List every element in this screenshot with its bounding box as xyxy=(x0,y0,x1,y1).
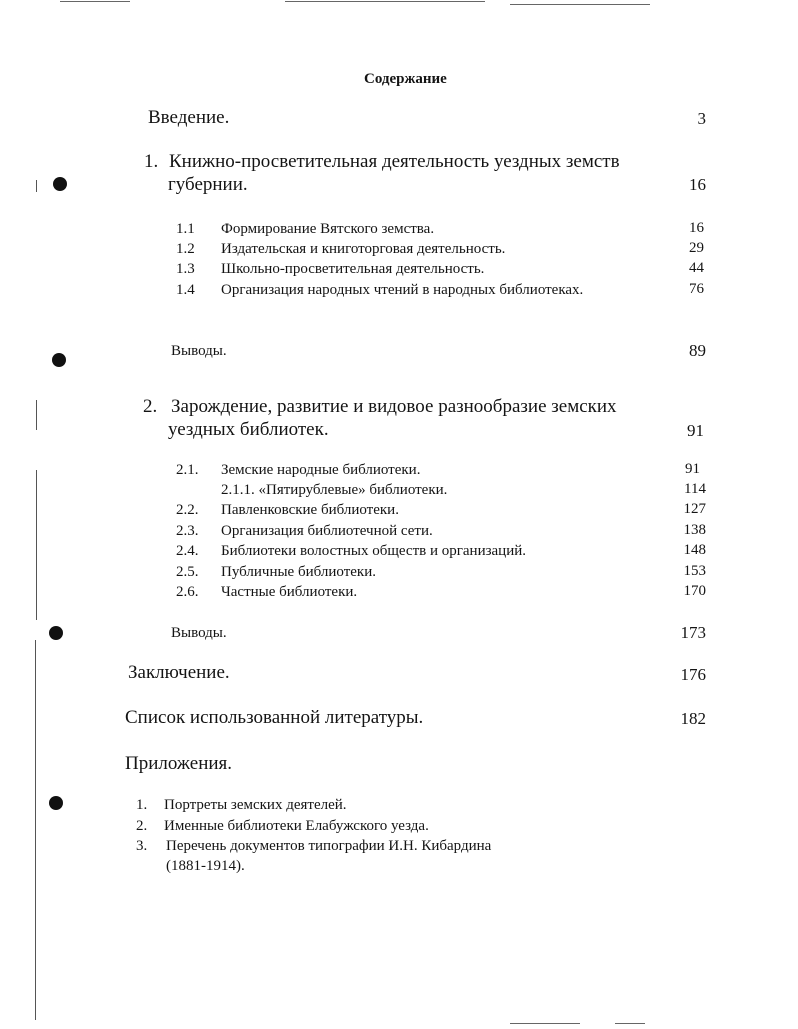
toc-chapter1-num: 1. xyxy=(144,151,159,172)
toc-chapter1-title-line1: Книжно-просветительная деятельность уездных земств xyxy=(169,151,620,172)
toc-chapter2-conclusion: Выводы. xyxy=(171,625,227,641)
toc-chapter2-title-line2: уездных библиотек. xyxy=(168,419,329,440)
toc-chapter2-title-line1: Зарождение, развитие и видовое разнообразие земских xyxy=(171,396,617,417)
scan-edge-top xyxy=(285,1,485,2)
toc-item-label: Издательская и книготорговая деятельность. xyxy=(221,241,506,257)
binder-hole xyxy=(49,796,63,810)
toc-appendix-label: Портреты земских деятелей. xyxy=(164,797,347,813)
toc-item-label: Организация библиотечной сети. xyxy=(221,523,433,539)
toc-appendices: Приложения. xyxy=(125,753,233,774)
toc-chapter1-conclusion-page: 89 xyxy=(689,341,706,360)
toc-item-page: 153 xyxy=(683,563,706,579)
toc-item-label: Публичные библиотеки. xyxy=(221,564,376,580)
toc-appendix-num: 3. xyxy=(136,838,148,854)
toc-item-label: Формирование Вятского земства. xyxy=(221,221,435,237)
toc-appendix-label: Именные библиотеки Елабужского уезда. xyxy=(164,818,429,834)
toc-item-num: 1.3 xyxy=(176,261,195,277)
toc-conclusion: Заключение. xyxy=(128,662,230,683)
toc-conclusion-page: 176 xyxy=(680,665,706,684)
toc-chapter2-num: 2. xyxy=(143,396,158,417)
toc-item-page: 16 xyxy=(689,220,704,236)
toc-item-label: Организация народных чтений в народных библиотеках. xyxy=(221,282,584,298)
toc-item-num: 2.6. xyxy=(176,584,199,600)
toc-chapter1-conclusion: Выводы. xyxy=(171,343,227,359)
toc-appendix-label-cont: (1881-1914). xyxy=(166,858,245,874)
toc-item-num: 1.4 xyxy=(176,282,195,298)
toc-item-label: Земские народные библиотеки. xyxy=(221,462,421,478)
toc-item-page: 148 xyxy=(683,542,706,558)
toc-item-num: 1.1 xyxy=(176,221,195,237)
margin-line xyxy=(36,470,37,620)
toc-item-label: 2.1.1. «Пятирублевые» библиотеки. xyxy=(221,482,448,498)
toc-item-page: 91 xyxy=(685,461,700,477)
toc-item-page: 170 xyxy=(683,583,706,599)
toc-intro-page: 3 xyxy=(697,109,706,128)
page-title: Содержание xyxy=(364,71,447,87)
toc-intro: Введение. xyxy=(148,107,230,128)
margin-line xyxy=(36,180,37,192)
scan-edge-bottom xyxy=(510,1023,580,1024)
toc-appendix-num: 1. xyxy=(136,797,148,813)
toc-item-label: Школьно-просветительная деятельность. xyxy=(221,261,485,277)
toc-item-label: Частные библиотеки. xyxy=(221,584,358,600)
toc-chapter2-conclusion-page: 173 xyxy=(680,623,706,642)
toc-item-num: 2.3. xyxy=(176,523,199,539)
toc-item-page: 76 xyxy=(689,281,704,297)
toc-appendix-label: Перечень документов типографии И.Н. Кибардина xyxy=(166,838,492,854)
toc-literature: Список использованной литературы. xyxy=(125,707,424,728)
margin-line xyxy=(36,400,37,430)
toc-item-page: 127 xyxy=(683,501,706,517)
binder-hole xyxy=(53,177,67,191)
toc-item-num: 2.1. xyxy=(176,462,199,478)
toc-item-label: Павленковские библиотеки. xyxy=(221,502,399,518)
toc-chapter2-page: 91 xyxy=(687,421,704,440)
toc-item-num: 2.2. xyxy=(176,502,199,518)
toc-appendix-num: 2. xyxy=(136,818,148,834)
toc-literature-page: 182 xyxy=(680,709,706,728)
toc-item-page: 29 xyxy=(689,240,704,256)
toc-item-num: 2.5. xyxy=(176,564,199,580)
scan-edge-top xyxy=(510,4,650,5)
toc-item-page: 44 xyxy=(689,260,704,276)
binder-hole xyxy=(52,353,66,367)
toc-chapter1-title-line2: губернии. xyxy=(168,174,248,195)
binder-hole xyxy=(49,626,63,640)
margin-line xyxy=(35,640,36,1020)
toc-item-num: 1.2 xyxy=(176,241,195,257)
scan-edge-top xyxy=(60,1,130,2)
toc-item-label: Библиотеки волостных обществ и организаций. xyxy=(221,543,527,559)
scan-edge-bottom xyxy=(615,1023,645,1024)
toc-item-page: 138 xyxy=(683,522,706,538)
toc-item-num: 2.4. xyxy=(176,543,199,559)
toc-item-page: 114 xyxy=(684,481,706,497)
toc-chapter1-page: 16 xyxy=(689,175,706,194)
